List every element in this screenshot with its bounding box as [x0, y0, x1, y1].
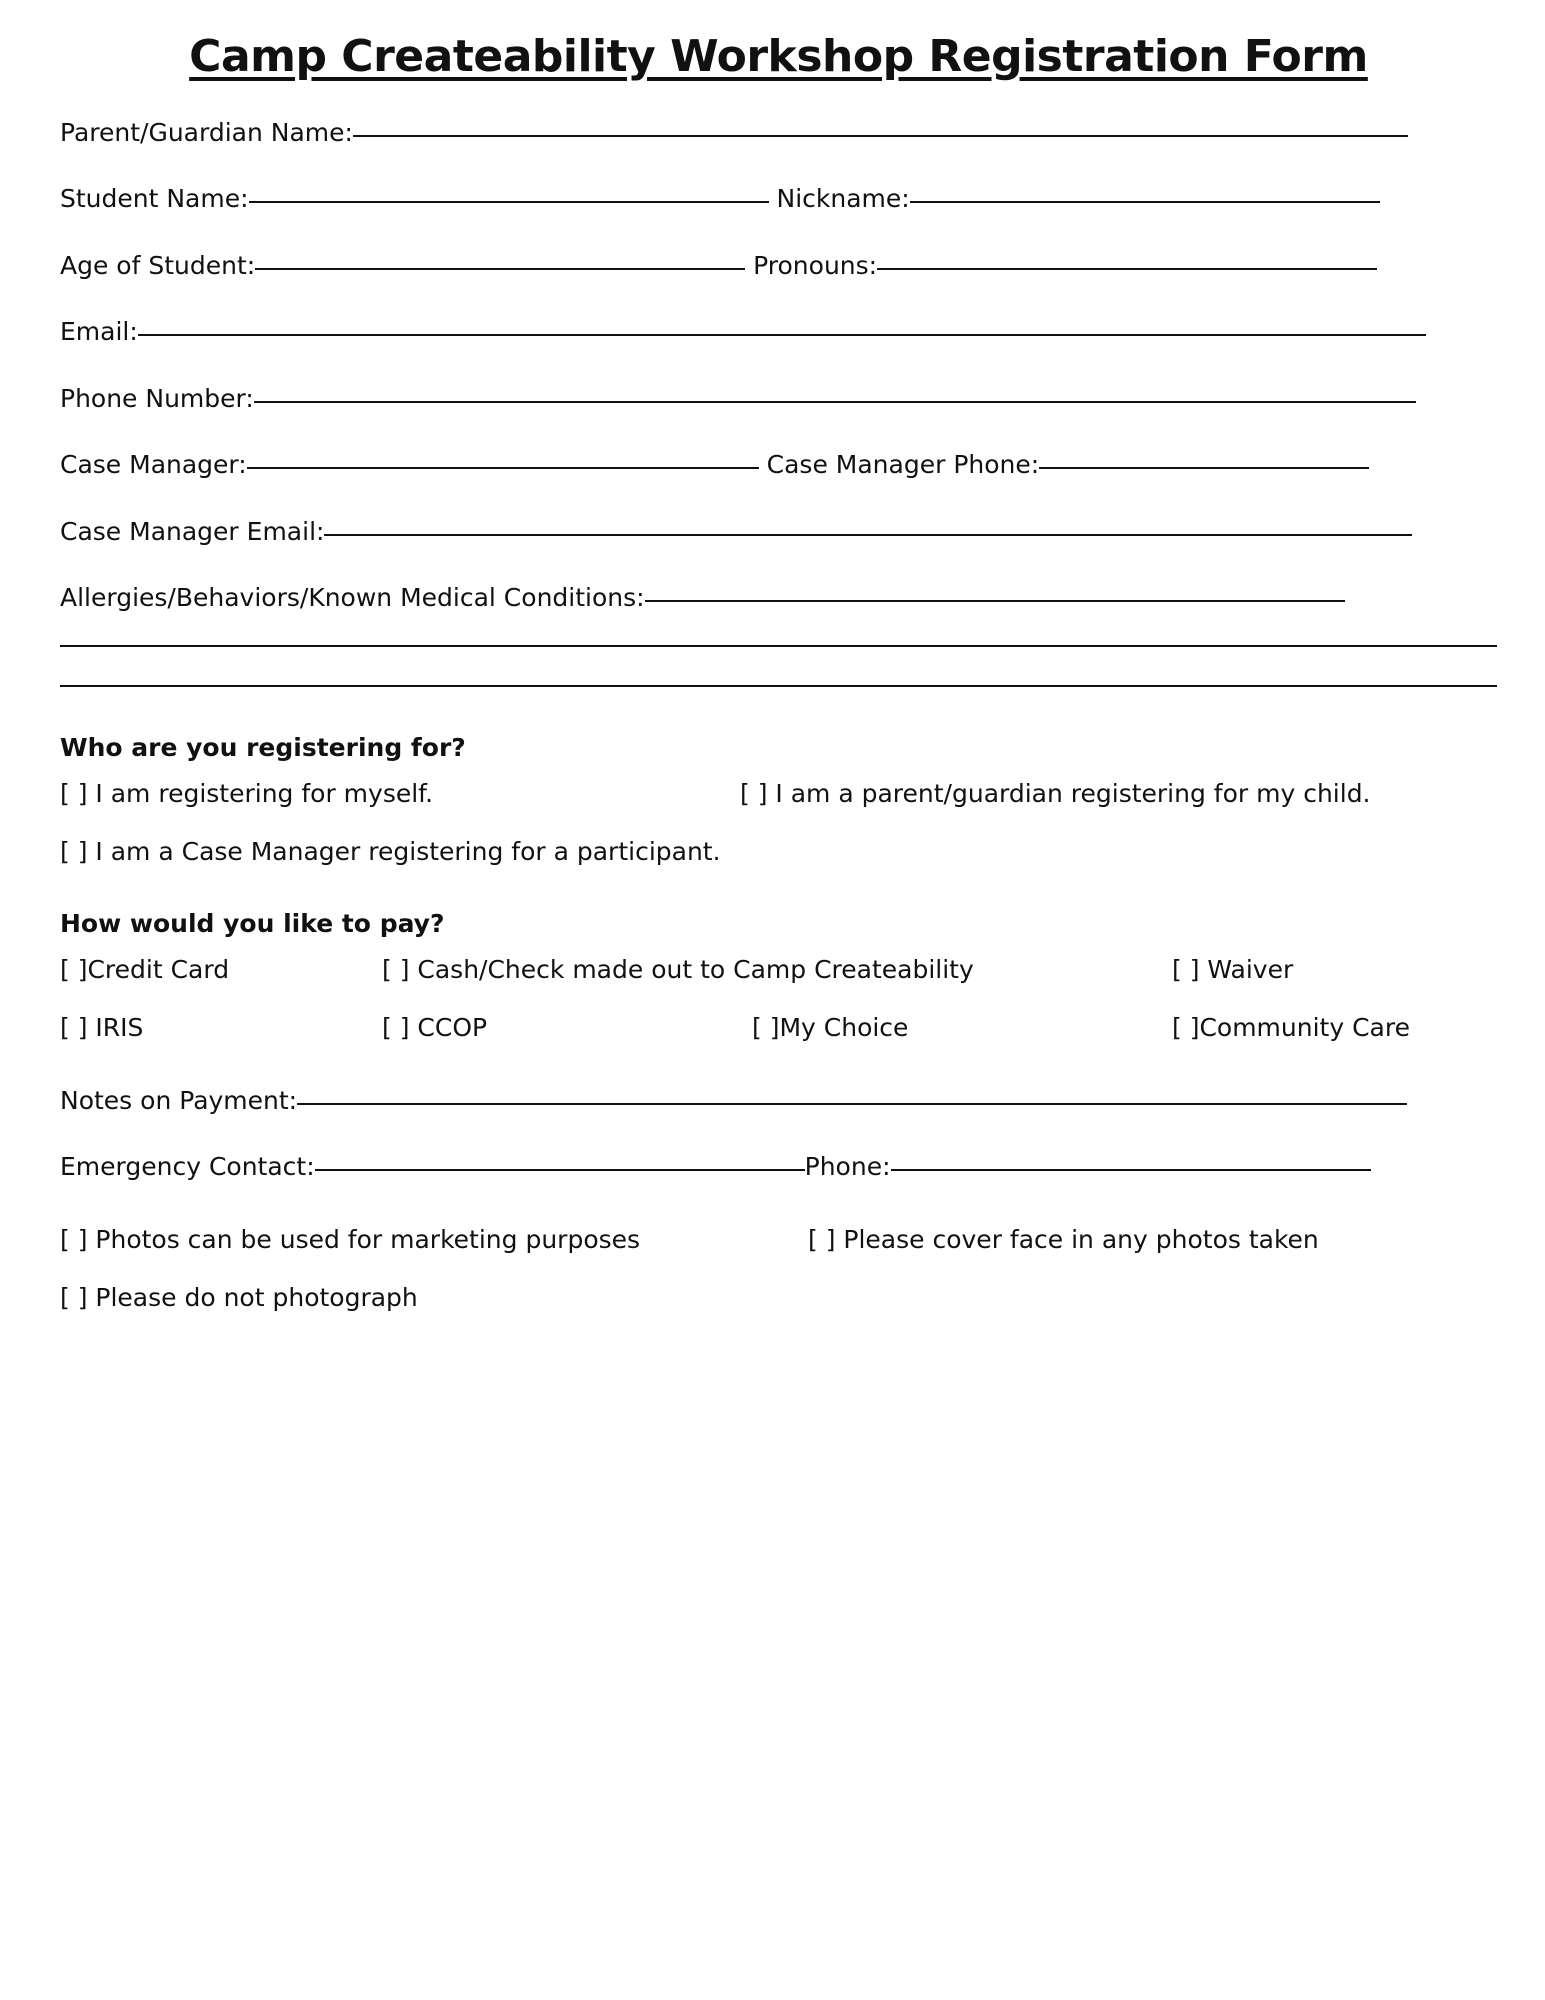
write-in-line[interactable]	[249, 201, 769, 203]
write-in-line[interactable]	[255, 268, 745, 270]
write-in-line[interactable]	[254, 401, 1416, 403]
checkbox-payment-cash-check[interactable]: [ ] Cash/Check made out to Camp Createability	[382, 954, 974, 984]
registering-for-options-row-2	[60, 836, 1497, 869]
checkbox-option-parent-guardian[interactable]: [ ] I am a parent/guardian registering for my child.	[740, 778, 1371, 808]
checkbox-payment-credit-card[interactable]: [ ]Credit Card	[60, 954, 230, 984]
field-label: Case Manager:	[60, 450, 247, 480]
field-label: Case Manager Email:	[60, 516, 325, 546]
write-in-line-nickname[interactable]	[910, 201, 1380, 203]
write-in-line[interactable]	[297, 1103, 1407, 1105]
payment-options-row-2	[60, 1012, 1497, 1045]
checkbox-option-myself[interactable]: [ ] I am registering for myself.	[60, 778, 434, 808]
write-in-line[interactable]	[247, 467, 759, 469]
field-label: Age of Student:	[60, 250, 256, 280]
field-label: Student Name:	[60, 184, 249, 214]
checkbox-payment-ccop[interactable]: [ ] CCOP	[382, 1013, 488, 1043]
checkbox-option-case-manager[interactable]: [ ] I am a Case Manager registering for a participant.	[60, 837, 721, 867]
field-allergies	[60, 582, 1497, 615]
field-emergency-contact	[60, 1151, 1497, 1184]
field-notes-on-payment	[60, 1085, 1497, 1118]
allergies-extra-line-1[interactable]	[60, 645, 1497, 647]
field-student-name	[60, 183, 1497, 216]
write-in-line-emergency-phone[interactable]	[891, 1169, 1371, 1171]
field-parent-guardian-name	[60, 117, 1497, 150]
payment-heading: How would you like to pay?	[60, 908, 445, 938]
checkbox-photos-do-not-photograph[interactable]: [ ] Please do not photograph	[60, 1283, 418, 1313]
write-in-line[interactable]	[138, 334, 1426, 336]
registering-for-options-row-1	[60, 778, 1497, 811]
field-label: Phone Number:	[60, 383, 254, 413]
field-label-nickname: Nickname:	[776, 184, 910, 214]
allergies-extra-line-2[interactable]	[60, 685, 1497, 687]
field-label-pronouns: Pronouns:	[753, 250, 878, 280]
write-in-line[interactable]	[645, 600, 1345, 602]
write-in-line[interactable]	[353, 135, 1408, 137]
field-label: Email:	[60, 317, 138, 347]
write-in-line[interactable]	[324, 534, 1412, 536]
photo-options-row-2	[60, 1282, 1497, 1315]
field-email	[60, 316, 1497, 349]
checkbox-photos-marketing[interactable]: [ ] Photos can be used for marketing purposes	[60, 1224, 641, 1254]
checkbox-payment-my-choice[interactable]: [ ]My Choice	[752, 1013, 909, 1043]
write-in-line[interactable]	[315, 1169, 805, 1171]
field-phone-number	[60, 383, 1497, 416]
checkbox-payment-iris[interactable]: [ ] IRIS	[60, 1013, 144, 1043]
page-title: Camp Createability Workshop Registration Form	[189, 31, 1368, 82]
field-label: Emergency Contact:	[60, 1152, 315, 1182]
field-age-of-student	[60, 250, 1497, 283]
field-label-case-manager-phone: Case Manager Phone:	[766, 450, 1040, 480]
payment-options-row-1	[60, 954, 1497, 987]
field-label: Parent/Guardian Name:	[60, 117, 353, 147]
checkbox-payment-waiver[interactable]: [ ] Waiver	[1172, 954, 1294, 984]
field-case-manager	[60, 449, 1497, 482]
checkbox-photos-cover-face[interactable]: [ ] Please cover face in any photos taken	[808, 1224, 1319, 1254]
write-in-line-pronouns[interactable]	[877, 268, 1377, 270]
photo-options-row-1	[60, 1224, 1497, 1257]
checkbox-payment-community-care[interactable]: [ ]Community Care	[1172, 1013, 1410, 1043]
field-case-manager-email	[60, 516, 1497, 549]
field-label: Allergies/Behaviors/Known Medical Conditions:	[60, 583, 645, 613]
field-label: Notes on Payment:	[60, 1085, 298, 1115]
write-in-line-case-manager-phone[interactable]	[1039, 467, 1369, 469]
field-label-emergency-phone: Phone:	[804, 1152, 891, 1182]
registering-for-heading: Who are you registering for?	[60, 732, 466, 762]
